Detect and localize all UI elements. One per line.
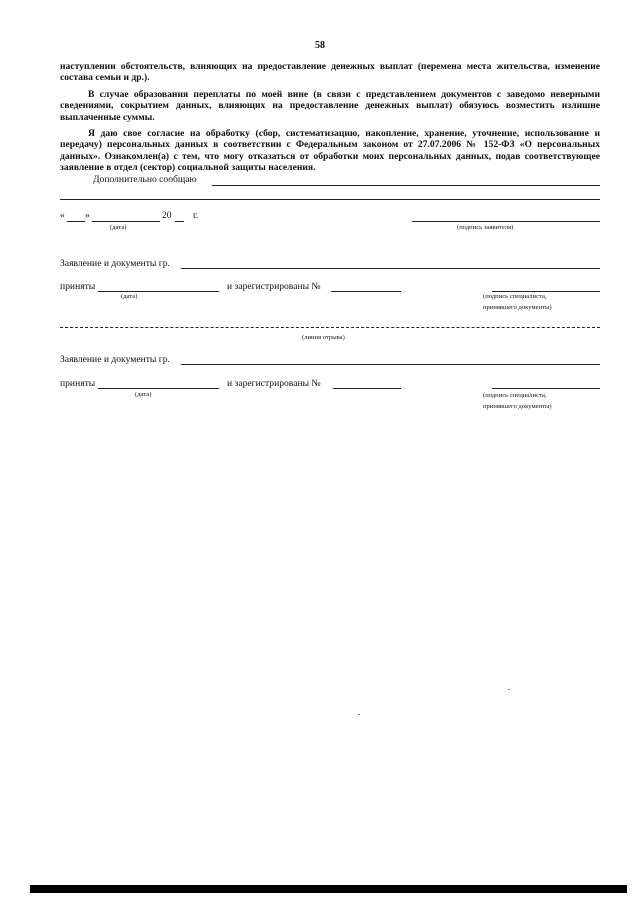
additional-info-line-1[interactable]: [212, 185, 600, 186]
statement-label-2: Заявление и документы гр.: [60, 354, 170, 365]
registered-label-1: и зарегистрированы №: [227, 281, 321, 292]
specialist-caption-1a: (подпись специалиста,: [483, 293, 547, 300]
applicant-signature-caption: (подпись заявителя): [457, 224, 514, 231]
date-close-quote: »: [85, 210, 90, 221]
statement-label-1: Заявление и документы гр.: [60, 258, 170, 269]
accepted-date-field-1[interactable]: [98, 291, 219, 292]
date-month-field[interactable]: [92, 221, 160, 222]
cut-line-caption: (линия отрыва): [302, 334, 345, 341]
citizen-name-field-1[interactable]: [181, 268, 600, 269]
accepted-date-field-2[interactable]: [98, 388, 219, 389]
date-year-prefix: 20: [162, 210, 172, 221]
paragraph-notification-obligation: наступлении обстоятельств, влияющих на предоставление денежных выплат (перемена места жительства, изменение состава семьи и др.).: [60, 61, 600, 84]
date-open-quote: «: [60, 210, 65, 221]
additional-info-label: Дополнительно сообщаю: [93, 174, 197, 185]
date-caption: (дата): [110, 224, 127, 231]
scan-speck: [358, 714, 360, 715]
accepted-date-caption-1: (дата): [121, 293, 138, 300]
date-day-field[interactable]: [67, 221, 85, 222]
citizen-name-field-2[interactable]: [181, 364, 600, 365]
specialist-caption-2b: принявшего документы): [483, 403, 552, 410]
specialist-caption-1b: принявшего документы): [483, 304, 552, 311]
scan-speck: [508, 689, 510, 690]
date-year-suffix: г.: [193, 210, 199, 221]
cut-line: [60, 327, 600, 328]
applicant-signature-field[interactable]: [412, 221, 600, 222]
registration-number-field-2[interactable]: [333, 388, 401, 389]
accepted-label-2: приняты: [60, 378, 96, 389]
additional-info-line-2[interactable]: [60, 199, 600, 200]
accepted-date-caption-2: (дата): [135, 391, 152, 398]
specialist-signature-field-2[interactable]: [492, 388, 600, 389]
registration-number-field-1[interactable]: [331, 291, 401, 292]
paragraph-overpayment: В случае образования переплаты по моей вине (в связи с представлением документов с заведомо неверными сведениями, сокрытием данных, влияющих на предоставление денежных выплат) обязуюсь возместить излишне выплаченные суммы.: [60, 89, 600, 123]
date-year-field[interactable]: [175, 221, 184, 222]
paragraph-personal-data-consent: Я даю свое согласие на обработку (сбор, систематизацию, накопление, хранение, уточнение, использование и передачу) персональных данных в соответствии с Федеральным законом от 27.07.2006 № 152-ФЗ «О персональных данных». Ознакомлен(а) с тем, что могу отказаться от обработки моих персональных данных, подав соответствующее заявление в отдел (сектор) социальной защиты населения.: [60, 128, 600, 173]
page-number: 58: [315, 40, 325, 51]
accepted-label-1: приняты: [60, 281, 96, 292]
registered-label-2: и зарегистрированы №: [227, 378, 321, 389]
specialist-caption-2a: (подпись специалиста,: [483, 392, 547, 399]
scan-bottom-bar: [30, 885, 627, 893]
